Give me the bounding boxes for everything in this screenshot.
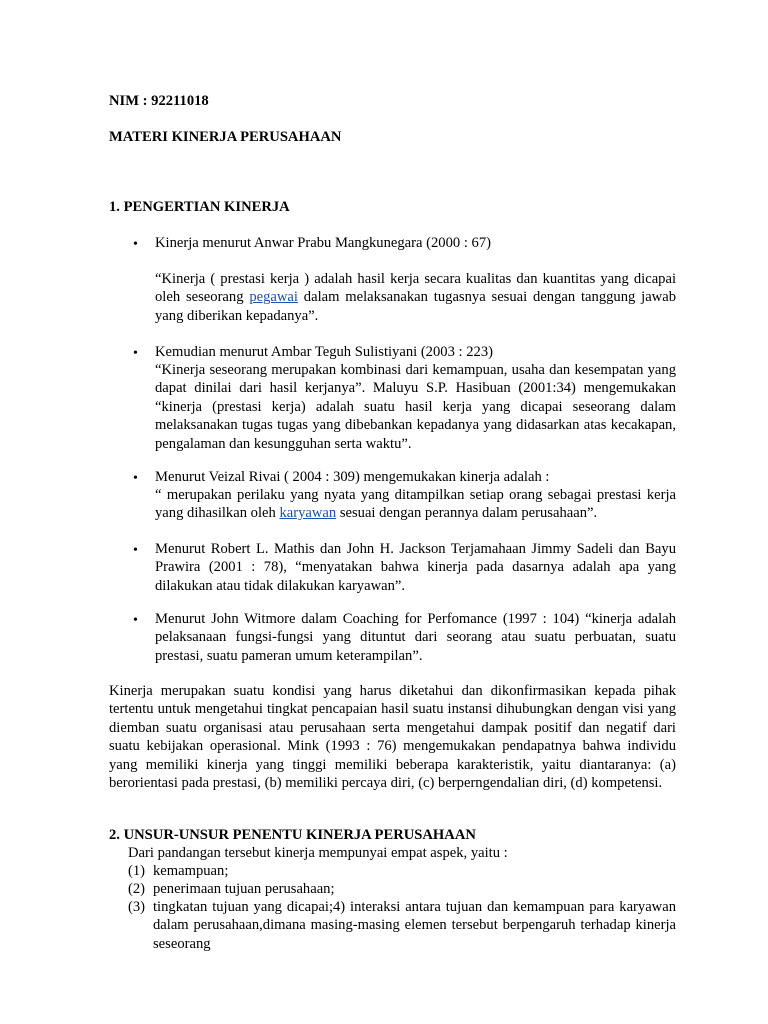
bullet-1-quote	[155, 270, 676, 325]
bullet-marker: •	[133, 346, 138, 361]
bullet-5-text: Menurut John Witmore dalam Coaching for Perfomance (1997 : 104) “kinerja adalah pelaksanaan fungsi-fungsi yang dituntut dari seorang atau suatu perbuatan, suatu prestasi, suatu pameran umum keterampilan”.	[155, 611, 676, 664]
quote-text: “ merupakan perilaku yang nyata yang ditampilkan setiap orang sebagai prestasi kerja yang dihasilkan oleh	[155, 487, 676, 522]
section-1-heading: 1. PENGERTIAN KINERJA	[109, 199, 290, 215]
section-2-intro: Dari pandangan tersebut kinerja mempunyai empat aspek, yaitu :	[128, 845, 508, 861]
bullet-4-text: Menurut Robert L. Mathis dan John H. Jackson Terjamahaan Jimmy Sadeli dan Bayu Prawira (2001 : 78), “menyatakan bahwa kinerja pada dasarnya adalah apa yang dilakukan atau tidak dilakukan karyawan”.	[155, 541, 676, 594]
bullet-marker: •	[133, 237, 138, 252]
bullet-3-quote	[155, 486, 676, 523]
list-number: (1)	[128, 863, 146, 879]
bullet-marker: •	[133, 543, 138, 558]
list-item: kemampuan;	[153, 863, 229, 879]
nim-line: NIM : 92211018	[109, 93, 209, 109]
bullet-marker: •	[133, 613, 138, 628]
bullet-2-quote: “Kinerja seseorang merupakan kombinasi dari kemampuan, usaha dan kesempatan yang dapat dinilai dari hasil kerjanya”. Maluyu S.P. Hasibuan (2001:34) mengemukakan “kinerja (prestasi kerja) adalah suatu hasil kerja yang dicapai seseorang dalam melaksanakan tugas tugas yang dibebankan kepadanya yang didasarkan atas kecakapan, pengalaman dan kesungguhan serta waktu”.	[155, 362, 676, 452]
body-paragraph: Kinerja merupakan suatu kondisi yang harus diketahui dan dikonfirmasikan kepada pihak tertentu untuk mengetahui tingkat pencapaian hasil suatu instansi dihubungkan dengan visi yang diemban suatu organisasi atau perusahaan serta mengetahui dampak positif dan negatif dari suatu kebijakan operasional. Mink (1993 : 76) mengemukakan pendapatnya bahwa individu yang memiliki kinerja yang tinggi memiliki beberapa karakteristik, yaitu diantaranya: (a) berorientasi pada prestasi, (b) memiliki percaya diri, (c) berperngendalian diri, (d) kompetensi.	[109, 683, 676, 792]
quote-text: “Kinerja ( prestasi kerja ) adalah hasil kerja secara kualitas dan kuantitas yang dicapai oleh seseorang	[155, 271, 676, 306]
bullet-marker: •	[133, 471, 138, 486]
list-number: (2)	[128, 881, 146, 897]
document-title: MATERI KINERJA PERUSAHAAN	[109, 129, 342, 145]
bullet-1-intro: Kinerja menurut Anwar Prabu Mangkunegara (2000 : 67)	[155, 235, 491, 251]
link-karyawan[interactable]: karyawan	[279, 505, 337, 522]
bullet-3-intro: Menurut Veizal Rivai ( 2004 : 309) mengemukakan kinerja adalah :	[155, 469, 550, 485]
list-number: (3)	[128, 899, 146, 915]
link-pegawai[interactable]: pegawai	[249, 289, 298, 306]
list-item: penerimaan tujuan perusahaan;	[153, 881, 335, 897]
quote-text: sesuai dengan perannya dalam perusahaan”.	[336, 505, 598, 522]
list-item: tingkatan tujuan yang dicapai;4) interaksi antara tujuan dan kemampuan para karyawan dalam perusahaan,dimana masing-masing elemen tersebut berpengaruh terhadap kinerja seseorang	[153, 899, 676, 952]
quote-text: dalam melaksanakan tugasnya sesuai dengan tanggung jawab yang diberikan kepadanya”.	[155, 289, 676, 324]
section-2-heading: 2. UNSUR-UNSUR PENENTU KINERJA PERUSAHAAN	[109, 827, 476, 843]
bullet-2-intro: Kemudian menurut Ambar Teguh Sulistiyani (2003 : 223)	[155, 344, 493, 360]
